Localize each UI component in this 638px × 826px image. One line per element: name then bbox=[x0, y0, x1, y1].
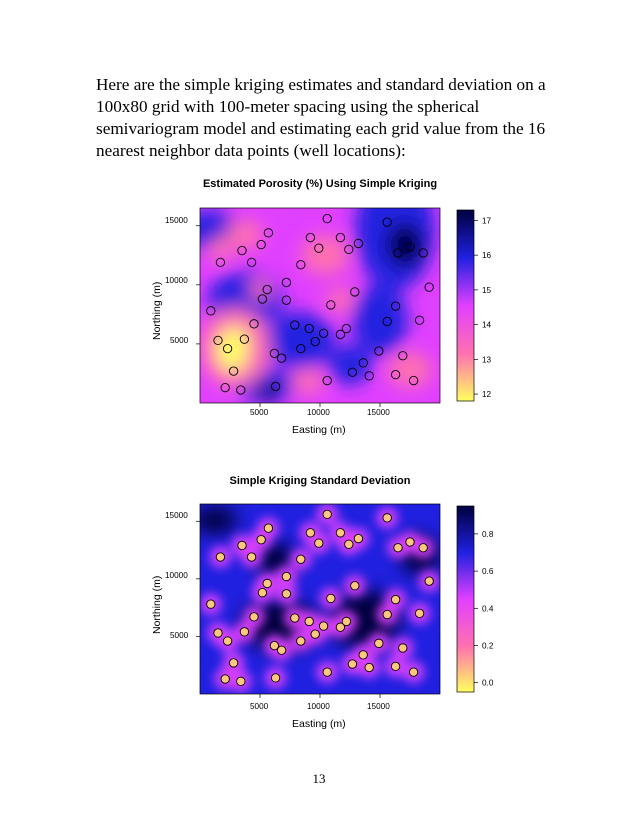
well-marker bbox=[419, 544, 427, 552]
chart2-ytick: 10000 bbox=[165, 571, 188, 580]
chart1-ytick: 5000 bbox=[170, 336, 189, 345]
colorbar bbox=[457, 506, 474, 692]
well-marker bbox=[354, 534, 362, 542]
well-marker bbox=[221, 675, 229, 683]
well-marker bbox=[383, 610, 391, 618]
well-marker bbox=[263, 579, 271, 587]
well-marker bbox=[391, 662, 399, 670]
chart2-title: Simple Kriging Standard Deviation bbox=[229, 475, 411, 487]
chart2-xtick: 10000 bbox=[307, 702, 330, 711]
well-marker bbox=[409, 668, 417, 676]
well-marker bbox=[257, 535, 265, 543]
well-marker bbox=[238, 541, 246, 549]
well-marker bbox=[394, 544, 402, 552]
well-marker bbox=[315, 539, 323, 547]
well-marker bbox=[375, 639, 383, 647]
page-number: 13 bbox=[312, 771, 326, 786]
colorbar-label: 14 bbox=[482, 320, 492, 330]
chart2-xlabel: Easting (m) bbox=[292, 718, 346, 730]
chart2-ylabel: Northing (m) bbox=[151, 575, 163, 634]
well-marker bbox=[258, 588, 266, 596]
colorbar bbox=[457, 210, 474, 401]
chart1-xlabel: Easting (m) bbox=[292, 424, 346, 436]
colorbar-label: 12 bbox=[482, 390, 492, 400]
well-marker bbox=[327, 594, 335, 602]
well-marker bbox=[323, 510, 331, 518]
well-marker bbox=[291, 614, 299, 622]
well-marker bbox=[207, 600, 215, 608]
heatmap-1 bbox=[180, 170, 440, 403]
colorbar-label: 0.0 bbox=[482, 678, 494, 688]
well-marker bbox=[425, 577, 433, 585]
well-marker bbox=[311, 630, 319, 638]
well-marker bbox=[306, 529, 314, 537]
well-marker bbox=[415, 609, 423, 617]
well-marker bbox=[391, 595, 399, 603]
chart2-ytick: 15000 bbox=[165, 511, 188, 520]
well-marker bbox=[270, 641, 278, 649]
chart1-ytick: 15000 bbox=[165, 216, 188, 225]
well-marker bbox=[365, 663, 373, 671]
well-marker bbox=[282, 572, 290, 580]
well-marker bbox=[297, 555, 305, 563]
well-marker bbox=[406, 538, 414, 546]
colorbar-label: 0.8 bbox=[482, 529, 494, 539]
chart2-xtick: 5000 bbox=[250, 702, 269, 711]
well-marker bbox=[223, 637, 231, 645]
well-marker bbox=[351, 582, 359, 590]
well-marker bbox=[297, 637, 305, 645]
well-marker bbox=[247, 553, 255, 561]
well-marker bbox=[399, 644, 407, 652]
well-marker bbox=[240, 628, 248, 636]
chart1-xtick: 15000 bbox=[367, 408, 390, 417]
well-marker bbox=[342, 617, 350, 625]
chart1-ytick: 10000 bbox=[165, 276, 188, 285]
colorbar-label: 0.2 bbox=[482, 641, 494, 651]
colorbar-label: 15 bbox=[482, 285, 492, 295]
chart1-xtick: 10000 bbox=[307, 408, 330, 417]
well-marker bbox=[214, 629, 222, 637]
well-marker bbox=[282, 590, 290, 598]
well-marker bbox=[323, 668, 331, 676]
well-marker bbox=[250, 613, 258, 621]
chart1-title: Estimated Porosity (%) Using Simple Kriging bbox=[202, 178, 438, 190]
chart1-ylabel: Northing (m) bbox=[151, 281, 163, 340]
chart1-xtick: 5000 bbox=[250, 408, 269, 417]
colorbar-label: 16 bbox=[482, 251, 492, 261]
well-marker bbox=[336, 529, 344, 537]
well-marker bbox=[345, 540, 353, 548]
well-marker bbox=[383, 514, 391, 522]
chart2-xtick: 15000 bbox=[367, 702, 390, 711]
well-marker bbox=[319, 622, 327, 630]
colorbar-label: 13 bbox=[482, 355, 492, 365]
well-marker bbox=[237, 677, 245, 685]
well-marker bbox=[348, 660, 356, 668]
chart2-ytick: 5000 bbox=[170, 631, 189, 640]
well-marker bbox=[271, 674, 279, 682]
colorbar-label: 17 bbox=[482, 216, 492, 226]
well-marker bbox=[359, 651, 367, 659]
colorbar-label: 0.4 bbox=[482, 604, 494, 614]
well-marker bbox=[229, 659, 237, 667]
body-paragraph: Here are the simple kriging estimates and standard deviation on a 100x80 grid with 100-meter spacing using the spherical semivariogram model and estimating each grid value from the 16 nearest neighbor data points (well locations): bbox=[96, 75, 546, 160]
colorbar-label: 0.6 bbox=[482, 567, 494, 577]
well-marker bbox=[264, 524, 272, 532]
well-marker bbox=[216, 553, 224, 561]
well-marker bbox=[305, 617, 313, 625]
